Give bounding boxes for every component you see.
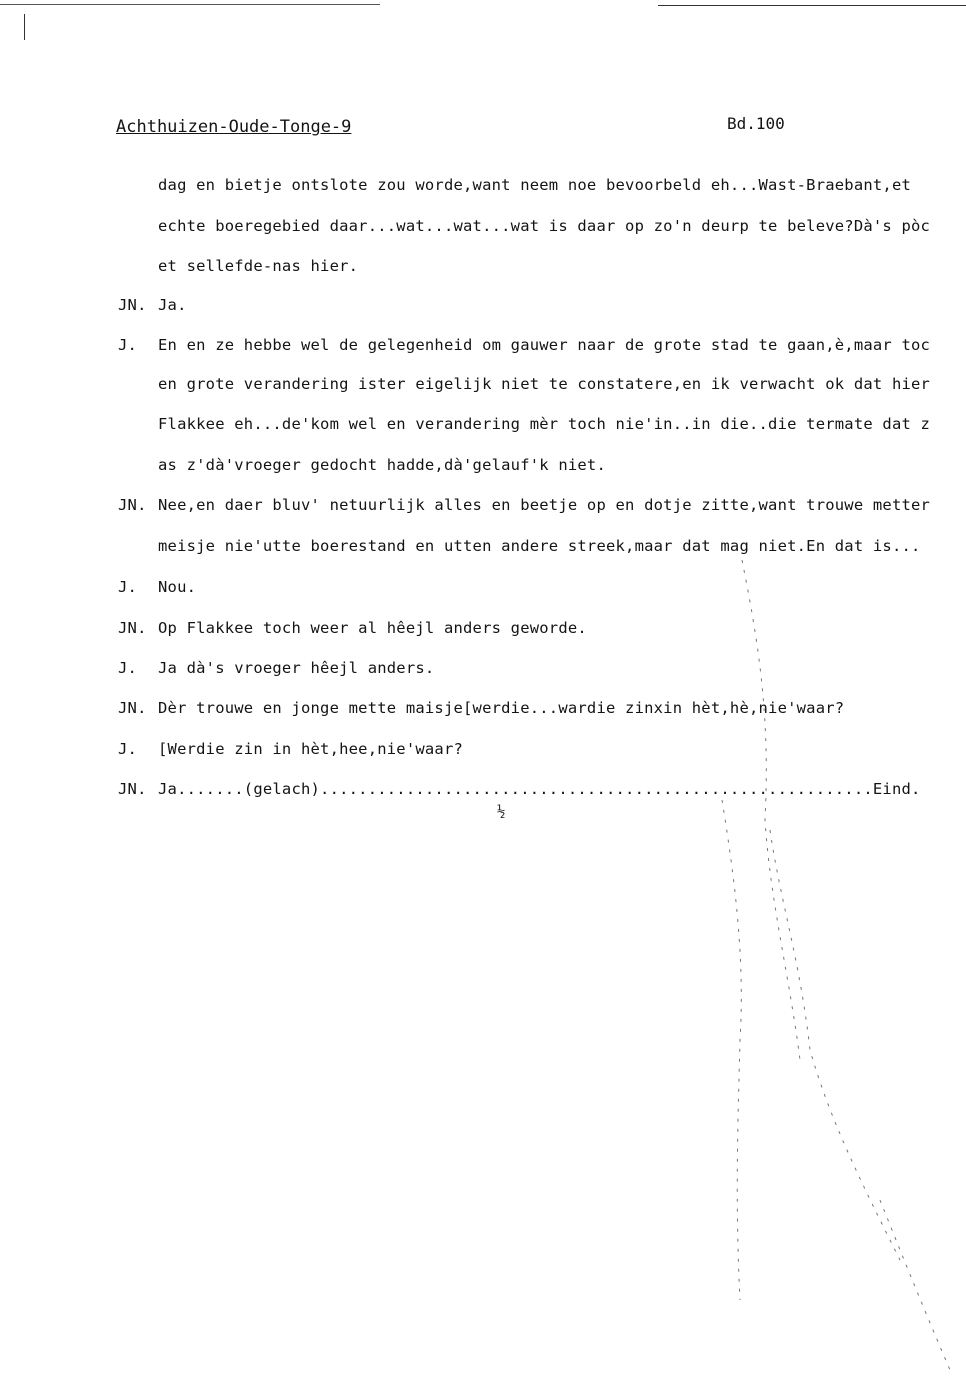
speaker-label: J. bbox=[118, 336, 138, 354]
line-text: Dèr trouwe en jonge mette maisje[werdie...wardie zinxin hèt,hè,nie'waar? bbox=[158, 699, 845, 717]
document-code: Bd.100 bbox=[727, 114, 785, 133]
line-text: meisje nie'utte boerestand en utten andere streek,maar dat mag niet.En dat is... bbox=[158, 537, 921, 555]
speaker-label: JN. bbox=[118, 496, 147, 514]
line-text: echte boeregebied daar...wat...wat...wat is daar op zo'n deurp te beleve?Dà's pòc bbox=[158, 217, 931, 235]
line-text: en grote verandering ister eigelijk niet te constatere,en ik verwacht ok dat hier bbox=[158, 375, 931, 393]
line-text: Op Flakkee toch weer al hêejl anders geworde. bbox=[158, 619, 587, 637]
speaker-label: JN. bbox=[118, 619, 147, 637]
line-text: Ja.......(gelach)..........................................................Eind. bbox=[158, 780, 921, 798]
line-text: et sellefde-nas hier. bbox=[158, 257, 359, 275]
line-text: dag en bietje ontslote zou worde,want neem noe bevoorbeld eh...Wast-Braebant,et bbox=[158, 176, 912, 194]
line-text: En en ze hebbe wel de gelegenheid om gauwer naar de grote stad te gaan,è,maar toc bbox=[158, 336, 931, 354]
line-text: Nee,en daer bluv' netuurlijk alles en beetje op en dotje zitte,want trouwe metter bbox=[158, 496, 931, 514]
speaker-label: JN. bbox=[118, 699, 147, 717]
speaker-label: JN. bbox=[118, 296, 147, 314]
line-text: Flakkee eh...de'kom wel en verandering mèr toch nie'in..in die..die termate dat z bbox=[158, 415, 931, 433]
speaker-label: J. bbox=[118, 578, 138, 596]
speaker-label: J. bbox=[118, 740, 138, 758]
line-text: Ja dà's vroeger hêejl anders. bbox=[158, 659, 435, 677]
speaker-label: JN. bbox=[118, 780, 147, 798]
line-text: Ja. bbox=[158, 296, 187, 314]
page-mark: ½ bbox=[497, 804, 506, 820]
speaker-label: J. bbox=[118, 659, 138, 677]
line-text: [Werdie zin in hèt,hee,nie'waar? bbox=[158, 740, 464, 758]
document-title: Achthuizen-Oude-Tonge-9 bbox=[116, 117, 352, 137]
line-text: as z'dà'vroeger gedocht hadde,dà'gelauf'k niet. bbox=[158, 456, 606, 474]
line-text: Nou. bbox=[158, 578, 197, 596]
